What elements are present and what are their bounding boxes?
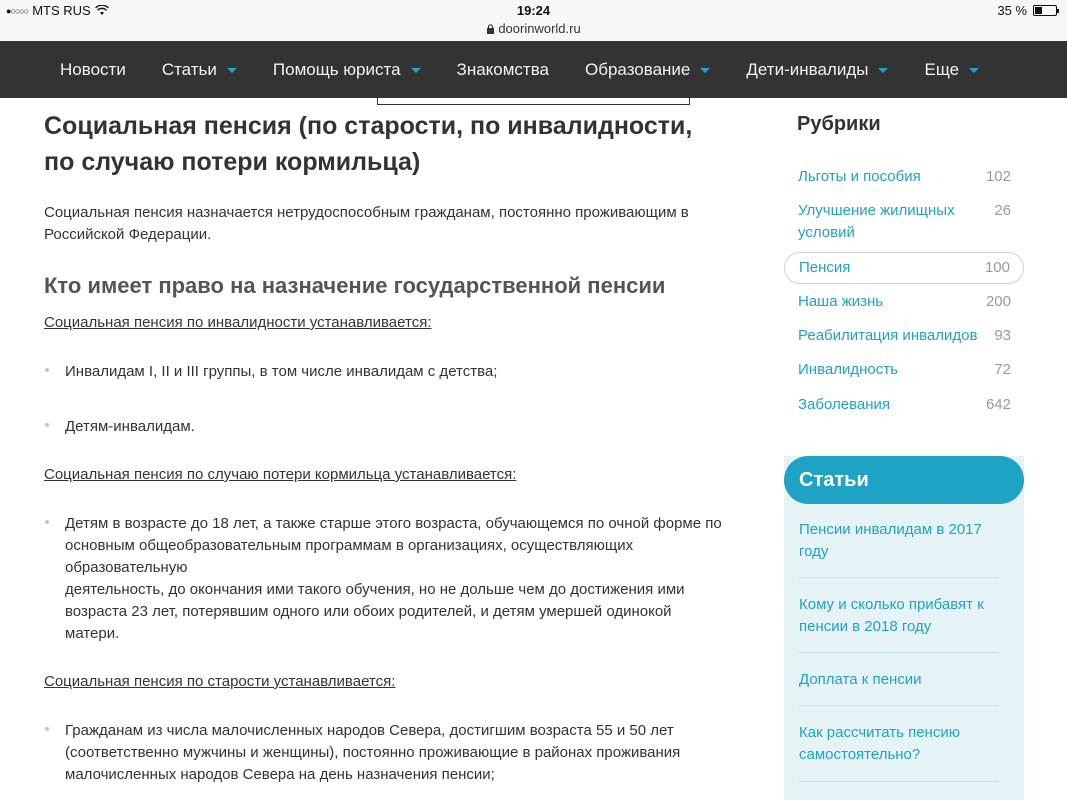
intro-line: Российской Федерации. — [44, 226, 212, 243]
rubric-count: 93 — [994, 327, 1011, 344]
article-link[interactable]: Как рассчитать пенсию самостоятельно? — [799, 724, 960, 763]
intro-line: Социальная пенсия назначается нетрудоспособным гражданам, постоянно проживающим в — [44, 204, 689, 221]
rubric-item[interactable] — [784, 252, 1024, 284]
nav-dropdown-edge — [377, 98, 690, 105]
battery-fill — [1035, 7, 1042, 14]
status-bar — [0, 0, 1067, 41]
nav-item[interactable] — [924, 60, 979, 80]
survivor-list — [44, 513, 756, 645]
list-item-line: Гражданам из числа малочисленных народов Севера, достигшим возраста 55 и 50 лет — [65, 722, 674, 739]
nav-item-label: Новости — [60, 59, 126, 79]
title-line: Социальная пенсия (по старости, по инвалидности, — [44, 112, 693, 140]
divider — [799, 705, 999, 706]
list-item-line: основным общеобразовательным программам в организациях, осуществляющих образовательную — [65, 537, 634, 576]
nav-item[interactable] — [60, 60, 126, 80]
rubric-item[interactable] — [784, 200, 1024, 244]
nav-item-label: Еще — [924, 59, 960, 79]
article-link[interactable]: Пенсии инвалидам в 2017 году — [799, 521, 982, 560]
rubric-count: 200 — [985, 293, 1011, 310]
old-age-list — [44, 720, 756, 786]
nav-item-label: Образование — [585, 59, 691, 79]
article-link[interactable]: Доплата к пенсии — [799, 671, 922, 688]
address-bar[interactable] — [0, 21, 1067, 36]
clock: 19:24 — [516, 3, 551, 18]
rubric-label: Льготы и пособия — [798, 168, 921, 185]
divider — [799, 652, 999, 653]
rubric-label: Улучшение жилищных условий — [798, 202, 955, 241]
main-nav — [0, 41, 1067, 98]
rubric-label: Инвалидность — [798, 361, 898, 378]
nav-item[interactable] — [273, 60, 421, 80]
list-item — [44, 513, 756, 645]
articles-title: Статьи — [784, 456, 1024, 504]
rubric-label: Заболевания — [798, 396, 891, 413]
rubrics-title: Рубрики — [797, 113, 881, 135]
caret-down-icon — [969, 68, 979, 73]
rubric-item[interactable] — [784, 394, 1024, 416]
list-item — [44, 720, 756, 786]
nav-item-label: Дети-инвалиды — [746, 59, 869, 79]
nav-item[interactable] — [746, 60, 888, 80]
list-item-line: возраста 23 лет, потерявшим одного или обоих родителей, и детям умершей одинокой — [65, 603, 672, 620]
rubric-item[interactable] — [784, 166, 1024, 188]
nav-item-label: Статьи — [161, 59, 217, 79]
list-item: Детям-инвалидам. — [44, 416, 756, 438]
rubric-count: 26 — [994, 202, 1011, 219]
articles-widget — [784, 456, 1024, 800]
nav-item[interactable] — [457, 60, 549, 80]
divider — [799, 781, 999, 782]
list-item-line: малочисленных народов Севера на день назначения пенсии; — [65, 766, 495, 783]
signal-icon: ●○○○○ — [6, 5, 29, 16]
list-item-line: Детям в возрасте до 18 лет, а также старше этого возраста, обучающемся по очной форме по — [65, 515, 722, 532]
rubric-count: 102 — [985, 168, 1011, 185]
rubric-label: Реабилитация инвалидов — [798, 327, 978, 344]
nav-item-label: Знакомства — [456, 59, 550, 79]
list-item-line: (соответственно мужчины и женщины), постоянно проживающие в районах проживания — [65, 744, 681, 761]
carrier-label: MTS RUS — [32, 3, 91, 18]
old-age-pension-heading: Социальная пенсия по старости устанавливается: — [44, 673, 396, 690]
lock-icon — [486, 24, 495, 34]
rubric-label: Пенсия — [799, 259, 851, 276]
caret-down-icon — [878, 68, 888, 73]
rubric-item[interactable] — [784, 291, 1024, 313]
caret-down-icon — [700, 68, 710, 73]
battery-icon — [1033, 5, 1057, 16]
disability-pension-heading: Социальная пенсия по инвалидности устанавливается: — [44, 314, 432, 331]
rubric-item[interactable] — [784, 325, 1024, 347]
nav-item[interactable] — [162, 60, 237, 80]
article — [44, 108, 756, 786]
article-link[interactable]: Кому и сколько прибавят к пенсии в 2018 году — [799, 596, 984, 635]
battery-percent: 35 % — [997, 3, 1027, 18]
survivor-pension-heading: Социальная пенсия по случаю потери кормильца устанавливается: — [44, 466, 517, 483]
url-text: doorinworld.ru — [498, 21, 581, 36]
title-line: по случаю потери кормильца) — [44, 148, 421, 176]
list-item: Инвалидам I, II и III группы, в том числе инвалидам с детства; — [44, 361, 756, 383]
nav-item-label: Помощь юриста — [272, 59, 401, 79]
caret-down-icon — [411, 68, 421, 73]
rubric-item[interactable] — [784, 359, 1024, 381]
nav-item[interactable] — [585, 60, 710, 80]
rubric-count: 100 — [984, 259, 1010, 276]
caret-down-icon — [227, 68, 237, 73]
section-heading: Кто имеет право на назначение государственной пенсии — [44, 273, 666, 298]
rubric-count: 642 — [985, 396, 1011, 413]
list-item-line: матери. — [65, 625, 120, 642]
battery-indicator — [997, 3, 1057, 18]
divider — [799, 577, 999, 578]
rubric-count: 72 — [994, 361, 1011, 378]
page-title — [44, 108, 756, 180]
intro-paragraph — [44, 202, 756, 246]
disability-list — [44, 361, 756, 438]
rubric-label: Наша жизнь — [798, 293, 884, 310]
list-item-line: деятельность, до окончания ими такого обучения, но не дольше чем до достижения ими — [65, 581, 685, 598]
